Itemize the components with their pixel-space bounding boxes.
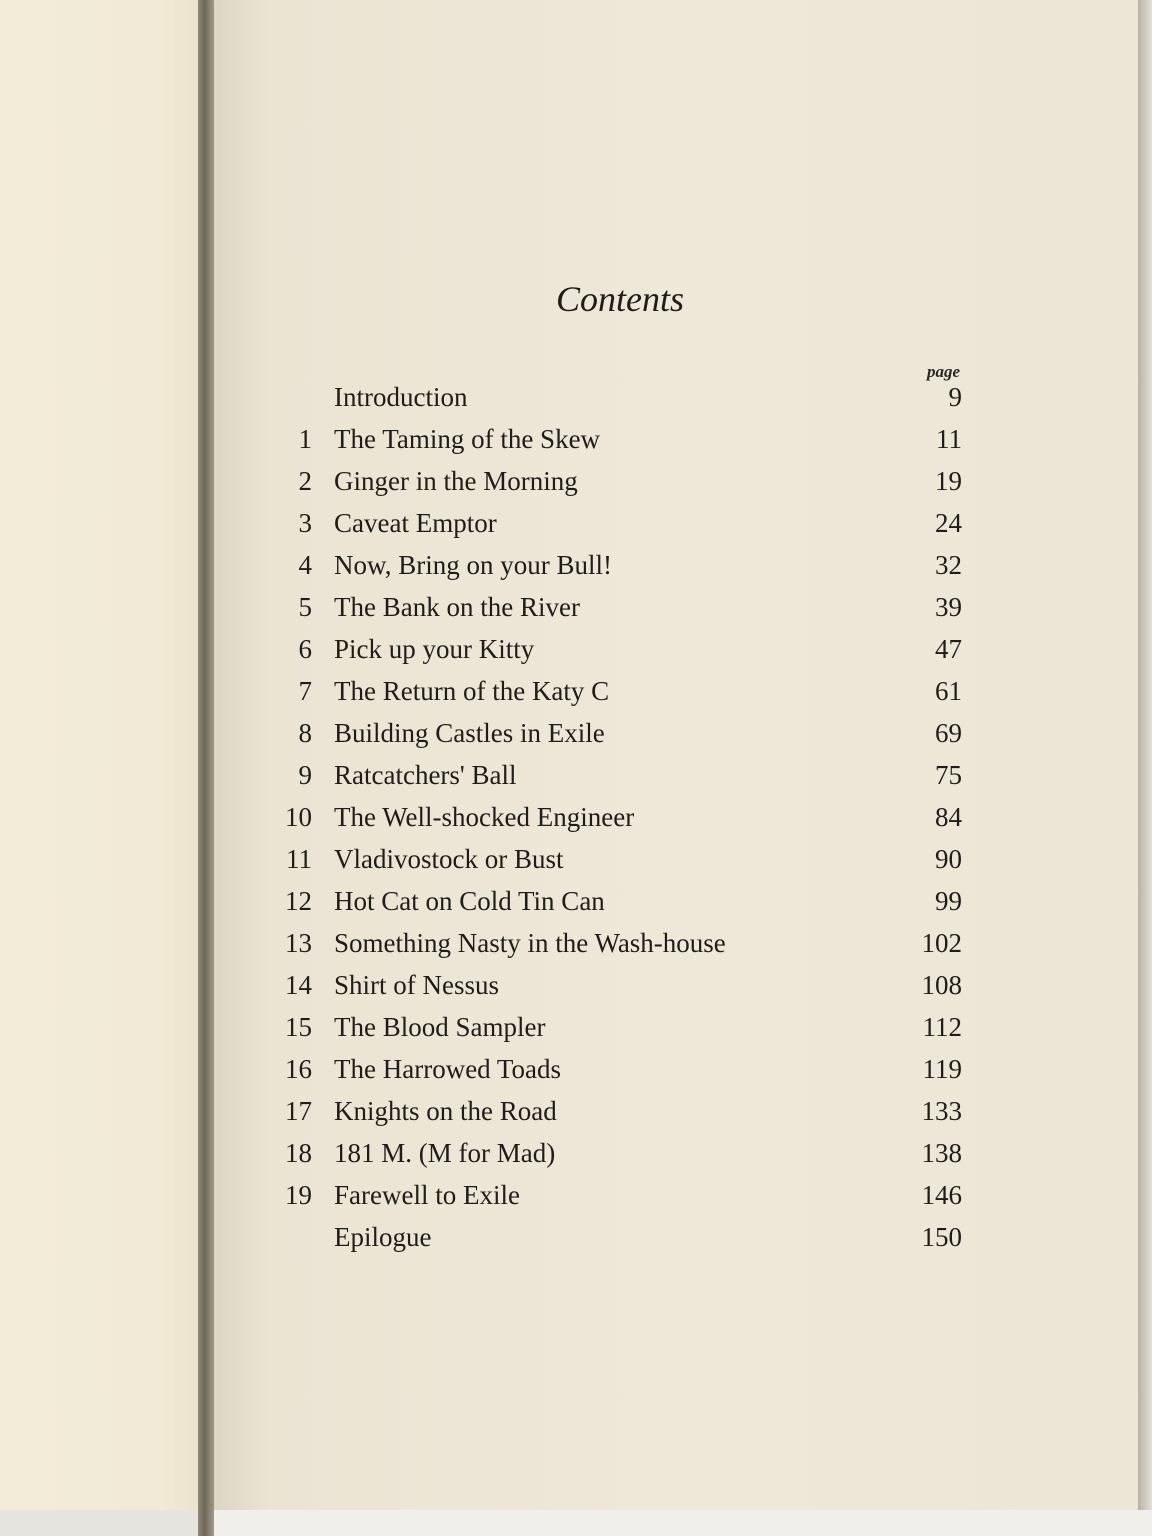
chapter-title: Vladivostock or Bust <box>334 844 564 874</box>
toc-entry <box>270 922 962 964</box>
toc-entry <box>270 544 962 586</box>
page-number: 39 <box>935 592 962 622</box>
chapter-number: 19 <box>285 1180 312 1210</box>
toc-entry <box>270 418 962 460</box>
chapter-title: The Blood Sampler <box>334 1012 546 1042</box>
page-number: 61 <box>935 676 962 706</box>
chapter-number: 1 <box>298 424 312 454</box>
chapter-title: Ratcatchers' Ball <box>334 760 517 790</box>
chapter-title: Farewell to Exile <box>334 1180 520 1210</box>
page-number: 133 <box>921 1096 962 1126</box>
page-number: 108 <box>921 970 962 1000</box>
chapter-number: 10 <box>285 802 312 832</box>
toc-entry <box>270 628 962 670</box>
chapter-title: Hot Cat on Cold Tin Can <box>334 886 605 916</box>
chapter-title: The Return of the Katy C <box>334 676 610 706</box>
chapter-number: 6 <box>298 634 312 664</box>
page-column-label: page <box>926 362 960 381</box>
toc-entry <box>270 754 962 796</box>
toc-entry <box>270 670 962 712</box>
toc-entry <box>270 1090 962 1132</box>
toc-entry <box>270 376 962 418</box>
chapter-title: Building Castles in Exile <box>334 718 605 748</box>
toc-entry <box>270 1006 962 1048</box>
chapter-title: 181 M. (M for Mad) <box>334 1138 556 1168</box>
chapter-number: 13 <box>285 928 312 958</box>
chapter-number: 3 <box>298 508 312 538</box>
chapter-number: 17 <box>285 1096 312 1126</box>
page-number: 69 <box>935 718 962 748</box>
background-surface <box>214 1510 1152 1536</box>
chapter-title: The Bank on the River <box>334 592 580 622</box>
toc-entry <box>270 1216 962 1258</box>
contents-heading: Contents <box>555 279 684 319</box>
toc-entry <box>270 586 962 628</box>
page-number: 84 <box>935 802 962 832</box>
chapter-number: 14 <box>285 970 312 1000</box>
toc-entry <box>270 838 962 880</box>
page-number: 150 <box>921 1222 962 1252</box>
toc-entry <box>270 796 962 838</box>
chapter-number: 18 <box>285 1138 312 1168</box>
chapter-number: 15 <box>285 1012 312 1042</box>
book-gutter <box>198 0 214 1536</box>
toc-entry <box>270 712 962 754</box>
chapter-number: 5 <box>298 592 312 622</box>
table-of-contents <box>270 376 962 1258</box>
page-number: 146 <box>921 1180 962 1210</box>
chapter-title: Introduction <box>334 382 468 412</box>
toc-entry <box>270 964 962 1006</box>
chapter-number: 4 <box>298 550 312 580</box>
page-edge <box>1138 0 1152 1536</box>
chapter-number: 9 <box>298 760 312 790</box>
chapter-number: 8 <box>298 718 312 748</box>
chapter-title: The Harrowed Toads <box>334 1054 562 1084</box>
page-number: 9 <box>948 382 962 412</box>
chapter-title: Knights on the Road <box>334 1096 557 1126</box>
chapter-number: 2 <box>298 466 312 496</box>
chapter-title: Ginger in the Morning <box>334 466 578 496</box>
chapter-title: Something Nasty in the Wash-house <box>334 928 726 958</box>
toc-entry <box>270 460 962 502</box>
chapter-title: Shirt of Nessus <box>334 970 500 1000</box>
page-number: 32 <box>935 550 962 580</box>
page-number: 102 <box>921 928 962 958</box>
chapter-number: 16 <box>285 1054 312 1084</box>
chapter-title: Caveat Emptor <box>334 508 497 538</box>
toc-entry <box>270 1174 962 1216</box>
chapter-number: 7 <box>298 676 312 706</box>
page-number: 99 <box>935 886 962 916</box>
toc-entry <box>270 502 962 544</box>
page-number: 138 <box>921 1138 962 1168</box>
chapter-number: 11 <box>286 844 312 874</box>
chapter-title: Pick up your Kitty <box>334 634 535 664</box>
page-number: 75 <box>935 760 962 790</box>
page-number: 119 <box>922 1054 962 1084</box>
page-number: 90 <box>935 844 962 874</box>
page-number: 19 <box>935 466 962 496</box>
chapter-title: Now, Bring on your Bull! <box>334 550 612 580</box>
chapter-number: 12 <box>285 886 312 916</box>
chapter-title: Epilogue <box>334 1222 432 1252</box>
page-number: 47 <box>935 634 962 664</box>
page-number: 112 <box>922 1012 962 1042</box>
page-number: 11 <box>936 424 962 454</box>
toc-entry <box>270 1048 962 1090</box>
left-page <box>0 0 198 1510</box>
toc-entry <box>270 1132 962 1174</box>
chapter-title: The Taming of the Skew <box>334 424 601 454</box>
chapter-title: The Well-shocked Engineer <box>334 802 635 832</box>
toc-entry <box>270 880 962 922</box>
page-number: 24 <box>935 508 962 538</box>
